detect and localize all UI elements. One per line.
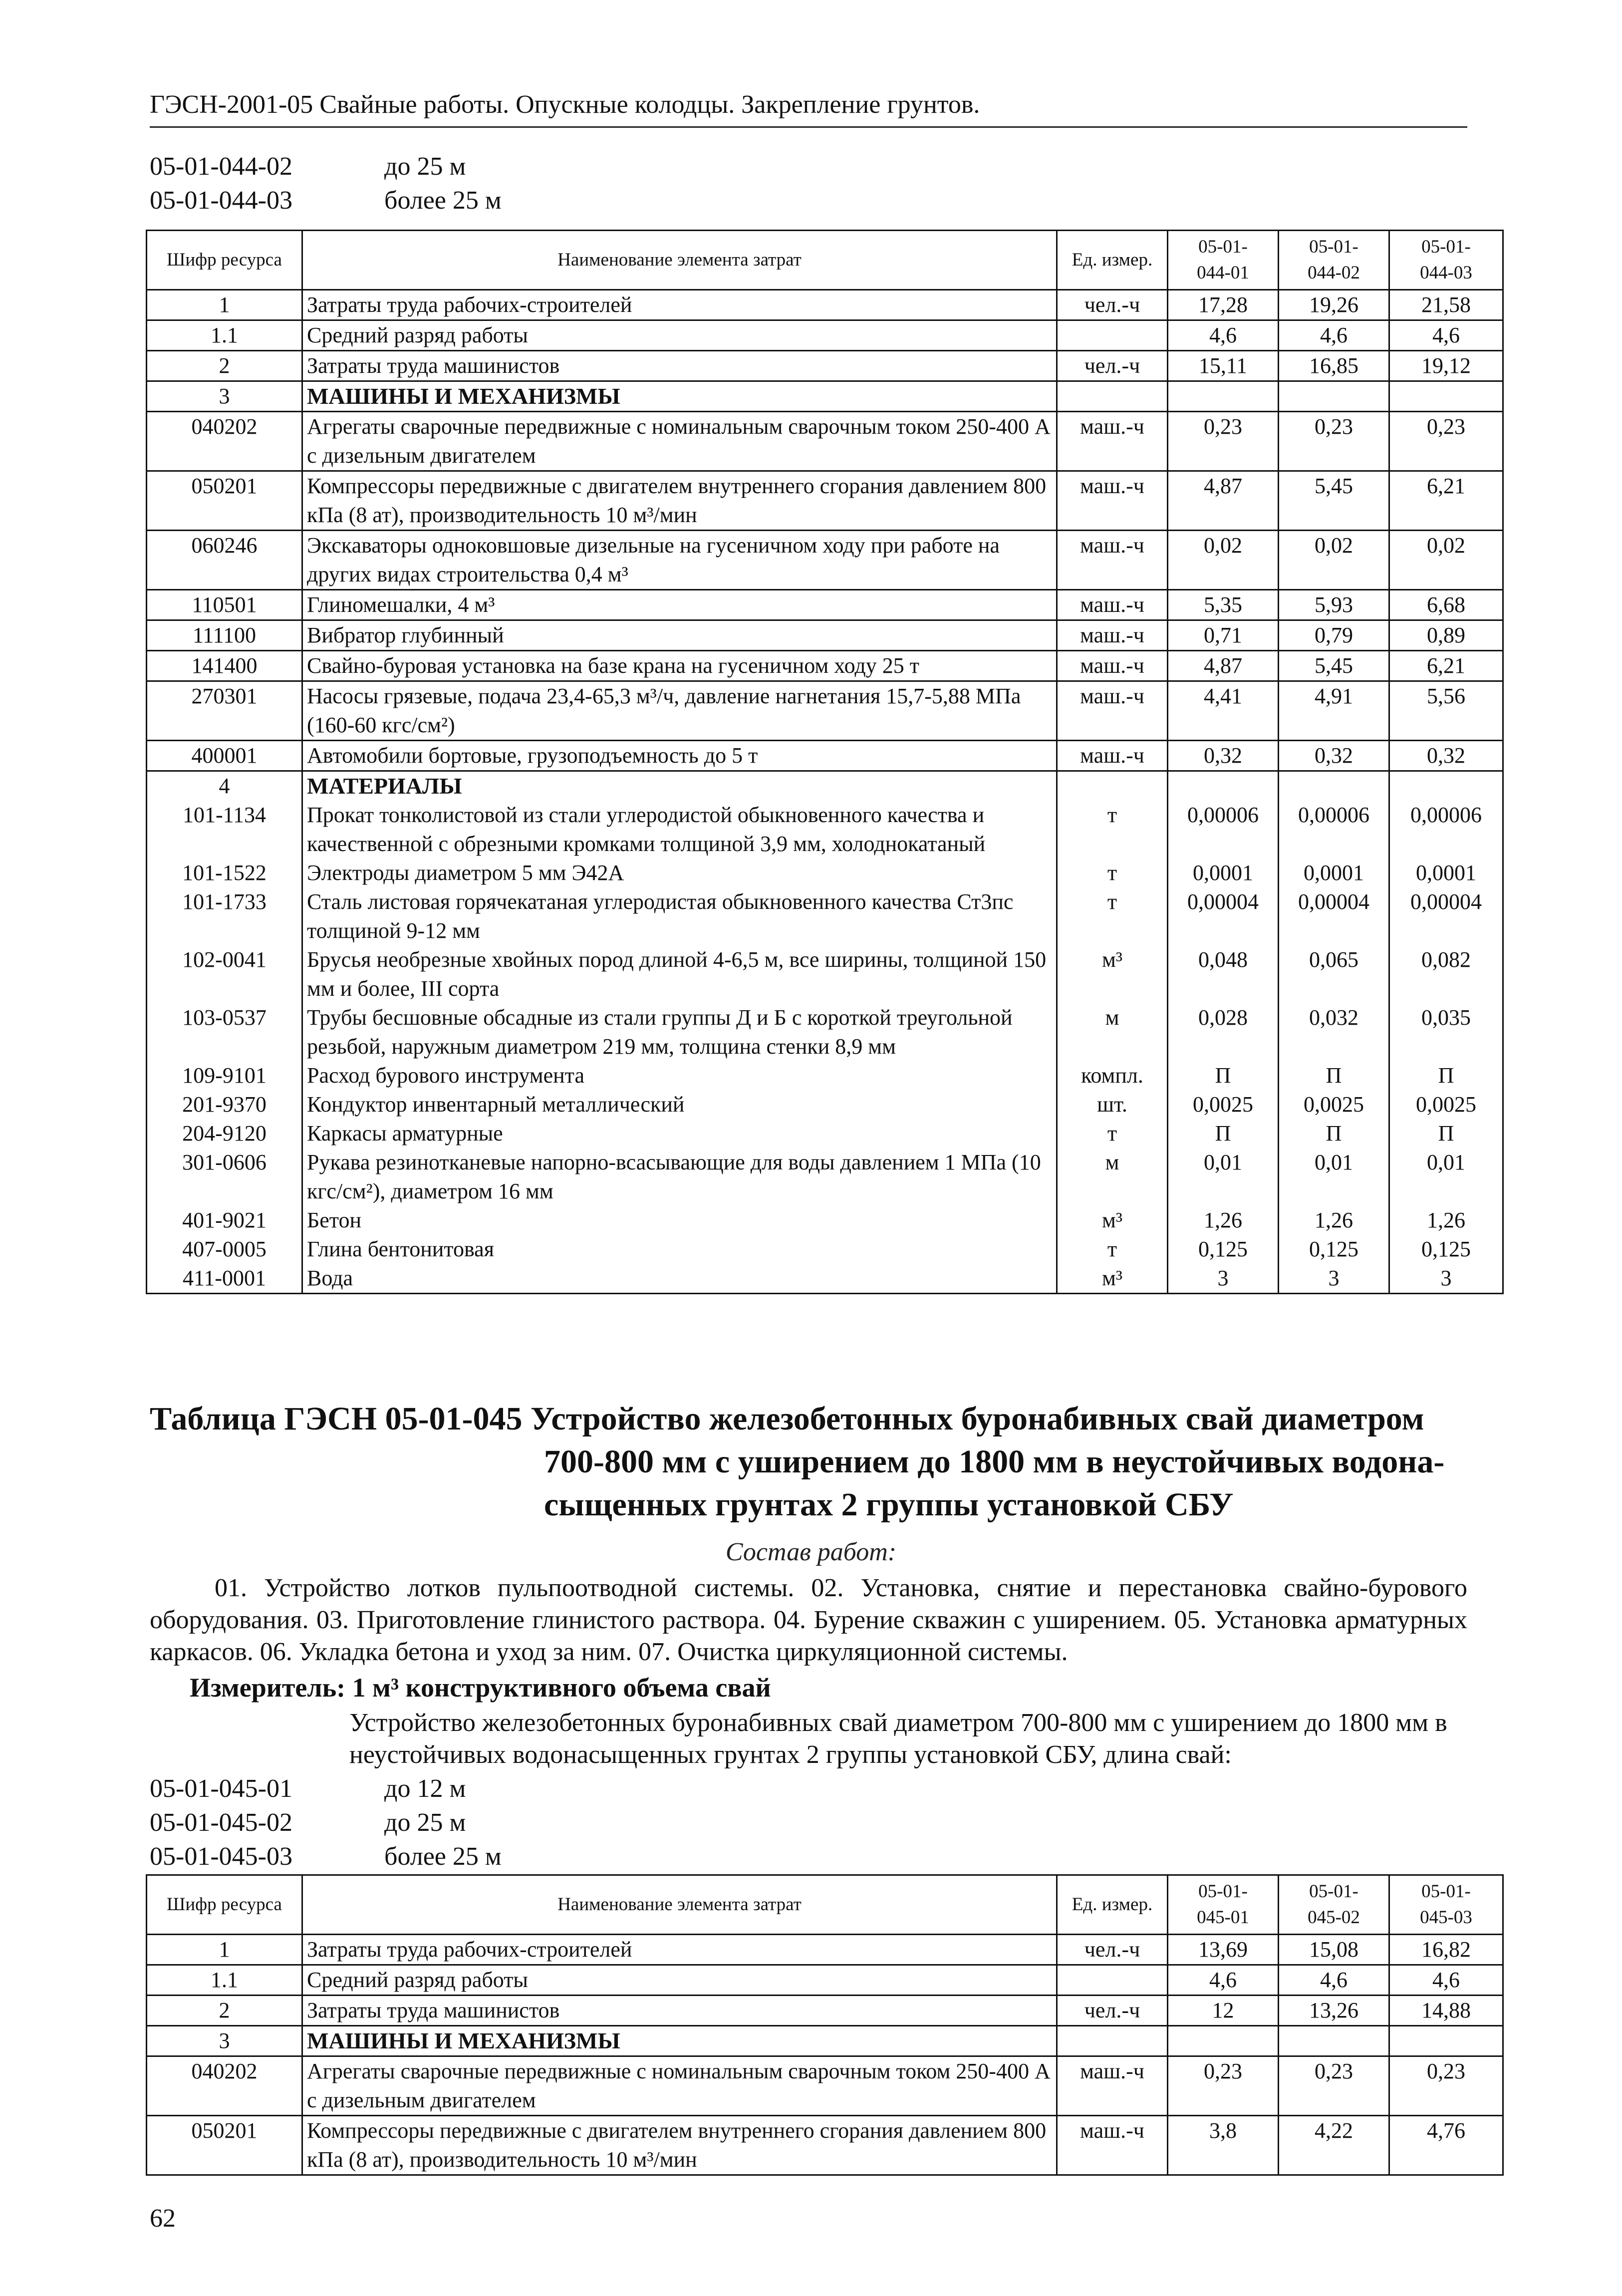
table-row bbox=[147, 651, 1503, 681]
cell-unit: маш.-ч bbox=[1057, 651, 1168, 681]
cell-v1: 0,028 bbox=[1168, 1003, 1279, 1061]
table-row bbox=[147, 771, 1503, 801]
cell-v1: 4,41 bbox=[1168, 681, 1279, 741]
cell-unit: компл. bbox=[1057, 1061, 1168, 1090]
cell-v3: 0,23 bbox=[1389, 2056, 1503, 2116]
cell-unit bbox=[1057, 1965, 1168, 1996]
cell-unit: м³ bbox=[1057, 1264, 1168, 1294]
cell-unit: т bbox=[1057, 801, 1168, 859]
composition-heading: Состав работ: bbox=[725, 1538, 897, 1566]
cell-unit: маш.-ч bbox=[1057, 590, 1168, 620]
column-header: 05-01- 045-02 bbox=[1279, 1875, 1389, 1935]
cell-name: Глиномешалки, 4 м³ bbox=[302, 590, 1057, 620]
code: 05-01-045-03 bbox=[150, 1842, 292, 1871]
cell-v3: 19,12 bbox=[1389, 351, 1503, 381]
table-row bbox=[147, 590, 1503, 620]
cell-unit: маш.-ч bbox=[1057, 471, 1168, 531]
cell-v1: 4,6 bbox=[1168, 1965, 1279, 1996]
cell-code: 110501 bbox=[147, 590, 302, 620]
cell-v3 bbox=[1389, 2026, 1503, 2056]
resource-table-1 bbox=[146, 230, 1504, 1294]
cell-v3: 0,00004 bbox=[1389, 887, 1503, 945]
cell-name: Экскаваторы одноковшовые дизельные на гусеничном ходу при работе на других видах строительства 0,4 м³ bbox=[302, 531, 1057, 590]
table-row bbox=[147, 320, 1503, 351]
cell-unit bbox=[1057, 771, 1168, 801]
table-header-row bbox=[147, 231, 1503, 290]
cell-v3: 21,58 bbox=[1389, 290, 1503, 320]
table-row bbox=[147, 801, 1503, 859]
cell-v2: 16,85 bbox=[1279, 351, 1389, 381]
cell-unit: маш.-ч bbox=[1057, 531, 1168, 590]
cell-v1: 1,26 bbox=[1168, 1206, 1279, 1235]
table-row bbox=[147, 1996, 1503, 2026]
column-header: 05-01- 045-01 bbox=[1168, 1875, 1279, 1935]
cell-unit: т bbox=[1057, 887, 1168, 945]
cell-v2: 13,26 bbox=[1279, 1996, 1389, 2026]
cell-v1: 0,23 bbox=[1168, 412, 1279, 471]
column-header: Ед. измер. bbox=[1057, 231, 1168, 290]
code-desc: до 12 м bbox=[384, 1774, 466, 1803]
cell-v1: 0,02 bbox=[1168, 531, 1279, 590]
measure-line bbox=[190, 1672, 771, 1703]
cell-code: 2 bbox=[147, 1996, 302, 2026]
column-header: 05-01- 044-01 bbox=[1168, 231, 1279, 290]
code-row bbox=[150, 1840, 502, 1874]
code-list-bottom bbox=[150, 1772, 502, 1874]
cell-name: Средний разряд работы bbox=[302, 320, 1057, 351]
cell-name: Затраты труда машинистов bbox=[302, 351, 1057, 381]
table-row bbox=[147, 1935, 1503, 1965]
table-title-line: сыщенных грунтах 2 группы установкой СБУ bbox=[544, 1486, 1234, 1523]
cell-code: 301-0606 bbox=[147, 1148, 302, 1206]
cell-name: Насосы грязевые, подача 23,4-65,3 м³/ч, давление нагнетания 15,7-5,88 МПа (160-60 кгс/см²) bbox=[302, 681, 1057, 741]
cell-unit bbox=[1057, 2026, 1168, 2056]
cell-v1: 12 bbox=[1168, 1996, 1279, 2026]
cell-name: Сталь листовая горячекатаная углеродистая обыкновенного качества Ст3пс толщиной 9-12 мм bbox=[302, 887, 1057, 945]
cell-unit: чел.-ч bbox=[1057, 290, 1168, 320]
cell-unit: чел.-ч bbox=[1057, 351, 1168, 381]
cell-v3: 0,035 bbox=[1389, 1003, 1503, 1061]
cell-unit: чел.-ч bbox=[1057, 1996, 1168, 2026]
cell-unit: маш.-ч bbox=[1057, 412, 1168, 471]
cell-v3: 0,0025 bbox=[1389, 1090, 1503, 1119]
cell-v1: 13,69 bbox=[1168, 1935, 1279, 1965]
cell-code: 111100 bbox=[147, 620, 302, 651]
cell-v2: 0,32 bbox=[1279, 741, 1389, 771]
column-header: Ед. измер. bbox=[1057, 1875, 1168, 1935]
measure-label: Измеритель: bbox=[190, 1673, 346, 1703]
cell-v2: 5,93 bbox=[1279, 590, 1389, 620]
column-header: Шифр ресурса bbox=[147, 231, 302, 290]
cell-name: Рукава резинотканевые напорно-всасывающие для воды давлением 1 МПа (10 кгс/см²), диаметром 16 мм bbox=[302, 1148, 1057, 1206]
code-desc: до 25 м bbox=[384, 152, 466, 181]
cell-code: 101-1134 bbox=[147, 801, 302, 859]
cell-code: 103-0537 bbox=[147, 1003, 302, 1061]
cell-code: 141400 bbox=[147, 651, 302, 681]
cell-unit: маш.-ч bbox=[1057, 620, 1168, 651]
cell-unit: м bbox=[1057, 1148, 1168, 1206]
column-header: 05-01- 044-02 bbox=[1279, 231, 1389, 290]
table-title-line: Таблица ГЭСН 05-01-045 Устройство железобетонных буронабивных свай диаметром bbox=[150, 1401, 1424, 1437]
cell-v1: 0,0001 bbox=[1168, 859, 1279, 887]
cell-v2: 15,08 bbox=[1279, 1935, 1389, 1965]
cell-code: 204-9120 bbox=[147, 1119, 302, 1148]
cell-name: Средний разряд работы bbox=[302, 1965, 1057, 1996]
cell-code: 1.1 bbox=[147, 1965, 302, 1996]
table-title bbox=[150, 1398, 1467, 1526]
cell-name: МАШИНЫ И МЕХАНИЗМЫ bbox=[302, 2026, 1057, 2056]
cell-name: Вибратор глубинный bbox=[302, 620, 1057, 651]
cell-name: Вода bbox=[302, 1264, 1057, 1294]
cell-code: 050201 bbox=[147, 2116, 302, 2175]
code-row bbox=[150, 1806, 502, 1840]
cell-name: Трубы бесшовные обсадные из стали группы Д и Б с короткой треугольной резьбой, наружным диаметром 219 мм, толщина стенки 8,9 мм bbox=[302, 1003, 1057, 1061]
cell-name: Компрессоры передвижные с двигателем внутреннего сгорания давлением 800 кПа (8 ат), производительность 10 м³/мин bbox=[302, 471, 1057, 531]
cell-code: 3 bbox=[147, 2026, 302, 2056]
cell-v2: 0,23 bbox=[1279, 2056, 1389, 2116]
code: 05-01-045-01 bbox=[150, 1774, 292, 1803]
cell-v3: 0,00006 bbox=[1389, 801, 1503, 859]
cell-code: 4 bbox=[147, 771, 302, 801]
cell-name: Агрегаты сварочные передвижные с номинальным сварочным током 250-400 А с дизельным двигателем bbox=[302, 2056, 1057, 2116]
cell-v2: 19,26 bbox=[1279, 290, 1389, 320]
cell-name: МАТЕРИАЛЫ bbox=[302, 771, 1057, 801]
cell-v2: 0,01 bbox=[1279, 1148, 1389, 1206]
cell-name: Компрессоры передвижные с двигателем внутреннего сгорания давлением 800 кПа (8 ат), производительность 10 м³/мин bbox=[302, 2116, 1057, 2175]
cell-name: Автомобили бортовые, грузоподъемность до 5 т bbox=[302, 741, 1057, 771]
cell-name: Агрегаты сварочные передвижные с номинальным сварочным током 250-400 А с дизельным двигателем bbox=[302, 412, 1057, 471]
column-header: Наименование элемента затрат bbox=[302, 231, 1057, 290]
cell-v3: 14,88 bbox=[1389, 1996, 1503, 2026]
cell-v1: 0,0025 bbox=[1168, 1090, 1279, 1119]
table-row bbox=[147, 351, 1503, 381]
cell-v2: 0,02 bbox=[1279, 531, 1389, 590]
table-row bbox=[147, 620, 1503, 651]
cell-unit bbox=[1057, 381, 1168, 412]
cell-v2: П bbox=[1279, 1119, 1389, 1148]
cell-v2: 0,032 bbox=[1279, 1003, 1389, 1061]
cell-v1: 4,6 bbox=[1168, 320, 1279, 351]
table-row bbox=[147, 681, 1503, 741]
page-number: 62 bbox=[150, 2204, 176, 2233]
code: 05-01-045-02 bbox=[150, 1808, 292, 1837]
cell-v3: 4,6 bbox=[1389, 1965, 1503, 1996]
cell-unit: т bbox=[1057, 1119, 1168, 1148]
table-row bbox=[147, 1119, 1503, 1148]
cell-v2: 0,0001 bbox=[1279, 859, 1389, 887]
cell-v3: 6,68 bbox=[1389, 590, 1503, 620]
code-row bbox=[150, 150, 502, 184]
cell-code: 1 bbox=[147, 290, 302, 320]
cell-v3: 3 bbox=[1389, 1264, 1503, 1294]
cell-code: 102-0041 bbox=[147, 945, 302, 1003]
cell-v1: 0,71 bbox=[1168, 620, 1279, 651]
column-header: Шифр ресурса bbox=[147, 1875, 302, 1935]
measure-value: 1 м³ конструктивного объема свай bbox=[352, 1673, 771, 1703]
table-row bbox=[147, 531, 1503, 590]
cell-v2: 0,065 bbox=[1279, 945, 1389, 1003]
cell-code: 2 bbox=[147, 351, 302, 381]
cell-unit: чел.-ч bbox=[1057, 1935, 1168, 1965]
cell-v3 bbox=[1389, 771, 1503, 801]
cell-v2: 5,45 bbox=[1279, 471, 1389, 531]
cell-v2: 5,45 bbox=[1279, 651, 1389, 681]
code-row bbox=[150, 184, 502, 218]
cell-v3: 0,0001 bbox=[1389, 859, 1503, 887]
cell-v2: 0,125 bbox=[1279, 1235, 1389, 1264]
cell-v3: 0,02 bbox=[1389, 531, 1503, 590]
cell-code: 060246 bbox=[147, 531, 302, 590]
cell-v2: 4,22 bbox=[1279, 2116, 1389, 2175]
cell-unit: маш.-ч bbox=[1057, 741, 1168, 771]
cell-code: 1 bbox=[147, 1935, 302, 1965]
cell-unit: маш.-ч bbox=[1057, 2116, 1168, 2175]
cell-name: Электроды диаметром 5 мм Э42А bbox=[302, 859, 1057, 887]
cell-v3: 0,125 bbox=[1389, 1235, 1503, 1264]
table-row bbox=[147, 1003, 1503, 1061]
cell-v1: 3,8 bbox=[1168, 2116, 1279, 2175]
cell-name: Затраты труда рабочих-строителей bbox=[302, 1935, 1057, 1965]
code-desc: до 25 м bbox=[384, 1808, 466, 1837]
table-row bbox=[147, 290, 1503, 320]
cell-v3: 0,89 bbox=[1389, 620, 1503, 651]
cell-v1: 0,048 bbox=[1168, 945, 1279, 1003]
cell-v1: П bbox=[1168, 1061, 1279, 1090]
cell-name: Брусья необрезные хвойных пород длиной 4-6,5 м, все ширины, толщиной 150 мм и более, III сорта bbox=[302, 945, 1057, 1003]
table-row bbox=[147, 471, 1503, 531]
cell-v1: 4,87 bbox=[1168, 651, 1279, 681]
cell-unit: т bbox=[1057, 859, 1168, 887]
cell-v2: 3 bbox=[1279, 1264, 1389, 1294]
cell-v3: 5,56 bbox=[1389, 681, 1503, 741]
table-row bbox=[147, 859, 1503, 887]
code: 05-01-044-02 bbox=[150, 152, 292, 181]
cell-v3 bbox=[1389, 381, 1503, 412]
cell-v1 bbox=[1168, 381, 1279, 412]
table-header-row bbox=[147, 1875, 1503, 1935]
cell-v3: П bbox=[1389, 1061, 1503, 1090]
cell-unit: м³ bbox=[1057, 945, 1168, 1003]
table-row bbox=[147, 945, 1503, 1003]
cell-v1: 0,00004 bbox=[1168, 887, 1279, 945]
cell-name: МАШИНЫ И МЕХАНИЗМЫ bbox=[302, 381, 1057, 412]
cell-v3: 0,32 bbox=[1389, 741, 1503, 771]
column-header: Наименование элемента затрат bbox=[302, 1875, 1057, 1935]
table-row bbox=[147, 887, 1503, 945]
code: 05-01-044-03 bbox=[150, 186, 292, 215]
cell-unit: маш.-ч bbox=[1057, 2056, 1168, 2116]
code-desc: более 25 м bbox=[384, 186, 502, 215]
cell-code: 101-1522 bbox=[147, 859, 302, 887]
cell-v1: 0,01 bbox=[1168, 1148, 1279, 1206]
cell-v1: 0,23 bbox=[1168, 2056, 1279, 2116]
table-row bbox=[147, 381, 1503, 412]
cell-v3: 0,082 bbox=[1389, 945, 1503, 1003]
cell-code: 101-1733 bbox=[147, 887, 302, 945]
running-head: ГЭСН-2001-05 Свайные работы. Опускные колодцы. Закрепление грунтов. bbox=[150, 90, 1467, 128]
cell-code: 040202 bbox=[147, 2056, 302, 2116]
code-desc: более 25 м bbox=[384, 1842, 502, 1871]
table-row bbox=[147, 741, 1503, 771]
cell-v1: 0,125 bbox=[1168, 1235, 1279, 1264]
table-row bbox=[147, 1235, 1503, 1264]
cell-v1: 4,87 bbox=[1168, 471, 1279, 531]
cell-v3: 1,26 bbox=[1389, 1206, 1503, 1235]
cell-code: 401-9021 bbox=[147, 1206, 302, 1235]
table-row bbox=[147, 412, 1503, 471]
cell-name: Затраты труда машинистов bbox=[302, 1996, 1057, 2026]
table-row bbox=[147, 2026, 1503, 2056]
table-row bbox=[147, 2116, 1503, 2175]
cell-name: Каркасы арматурные bbox=[302, 1119, 1057, 1148]
cell-v2: 0,00006 bbox=[1279, 801, 1389, 859]
composition-text: 01. Устройство лотков пульпоотводной системы. 02. Установка, снятие и перестановка свайно-бурового оборудования. 03. Приготовление глинистого раствора. 04. Бурение скважин с уширением. 05. Установка арматурных каркасов. 06. Укладка бетона и уход за ним. 07. Очистка циркуляционной системы. bbox=[150, 1574, 1467, 1666]
cell-v2: 4,6 bbox=[1279, 320, 1389, 351]
cell-v2: 0,79 bbox=[1279, 620, 1389, 651]
cell-v1: 5,35 bbox=[1168, 590, 1279, 620]
cell-v1: 0,32 bbox=[1168, 741, 1279, 771]
table-row bbox=[147, 1965, 1503, 1996]
cell-unit: маш.-ч bbox=[1057, 681, 1168, 741]
cell-v2: 0,0025 bbox=[1279, 1090, 1389, 1119]
cell-v2: 0,23 bbox=[1279, 412, 1389, 471]
cell-v3: 0,01 bbox=[1389, 1148, 1503, 1206]
cell-v2 bbox=[1279, 771, 1389, 801]
cell-v3: 6,21 bbox=[1389, 651, 1503, 681]
cell-unit: т bbox=[1057, 1235, 1168, 1264]
cell-code: 109-9101 bbox=[147, 1061, 302, 1090]
cell-name: Расход бурового инструмента bbox=[302, 1061, 1057, 1090]
table-row bbox=[147, 1148, 1503, 1206]
cell-code: 050201 bbox=[147, 471, 302, 531]
cell-v3: П bbox=[1389, 1119, 1503, 1148]
cell-name: Затраты труда рабочих-строителей bbox=[302, 290, 1057, 320]
column-header: 05-01- 044-03 bbox=[1389, 231, 1503, 290]
cell-v2: П bbox=[1279, 1061, 1389, 1090]
cell-name: Глина бентонитовая bbox=[302, 1235, 1057, 1264]
table-row bbox=[147, 1061, 1503, 1090]
table-title-line: 700-800 мм с уширением до 1800 мм в неустойчивых водона- bbox=[544, 1443, 1445, 1480]
cell-code: 3 bbox=[147, 381, 302, 412]
cell-v1: 15,11 bbox=[1168, 351, 1279, 381]
cell-name: Прокат тонколистовой из стали углеродистой обыкновенного качества и качественной с обрезными кромками толщиной 3,9 мм, холоднокатаный bbox=[302, 801, 1057, 859]
cell-code: 407-0005 bbox=[147, 1235, 302, 1264]
cell-v1: 17,28 bbox=[1168, 290, 1279, 320]
cell-v2: 4,91 bbox=[1279, 681, 1389, 741]
table-row bbox=[147, 1264, 1503, 1294]
cell-v2: 4,6 bbox=[1279, 1965, 1389, 1996]
cell-code: 040202 bbox=[147, 412, 302, 471]
cell-code: 270301 bbox=[147, 681, 302, 741]
cell-v3: 6,21 bbox=[1389, 471, 1503, 531]
cell-v3: 4,6 bbox=[1389, 320, 1503, 351]
table-row bbox=[147, 2056, 1503, 2116]
cell-v1: 0,00006 bbox=[1168, 801, 1279, 859]
cell-name: Бетон bbox=[302, 1206, 1057, 1235]
code-row bbox=[150, 1772, 502, 1806]
cell-v3: 4,76 bbox=[1389, 2116, 1503, 2175]
cell-unit: м bbox=[1057, 1003, 1168, 1061]
column-header: 05-01- 045-03 bbox=[1389, 1875, 1503, 1935]
cell-v3: 16,82 bbox=[1389, 1935, 1503, 1965]
cell-v1 bbox=[1168, 2026, 1279, 2056]
cell-code: 400001 bbox=[147, 741, 302, 771]
resource-table-2 bbox=[146, 1874, 1504, 2176]
cell-v3: 0,23 bbox=[1389, 412, 1503, 471]
cell-unit: м³ bbox=[1057, 1206, 1168, 1235]
cell-v1 bbox=[1168, 771, 1279, 801]
cell-name: Свайно-буровая установка на базе крана на гусеничном ходу 25 т bbox=[302, 651, 1057, 681]
cell-unit: шт. bbox=[1057, 1090, 1168, 1119]
cell-code: 411-0001 bbox=[147, 1264, 302, 1294]
cell-v1: П bbox=[1168, 1119, 1279, 1148]
table-row bbox=[147, 1206, 1503, 1235]
cell-v2 bbox=[1279, 2026, 1389, 2056]
cell-v2 bbox=[1279, 381, 1389, 412]
cell-v2: 0,00004 bbox=[1279, 887, 1389, 945]
cell-code: 1.1 bbox=[147, 320, 302, 351]
cell-code: 201-9370 bbox=[147, 1090, 302, 1119]
cell-name: Кондуктор инвентарный металлический bbox=[302, 1090, 1057, 1119]
cell-v1: 3 bbox=[1168, 1264, 1279, 1294]
table-row bbox=[147, 1090, 1503, 1119]
cell-v2: 1,26 bbox=[1279, 1206, 1389, 1235]
cell-unit bbox=[1057, 320, 1168, 351]
measure-description: Устройство железобетонных буронабивных свай диаметром 700-800 мм с уширением до 1800 мм в неустойчивых водонасыщенных грунтах 2 группы установкой СБУ, длина свай: bbox=[349, 1709, 1447, 1769]
code-list-top bbox=[150, 150, 502, 218]
